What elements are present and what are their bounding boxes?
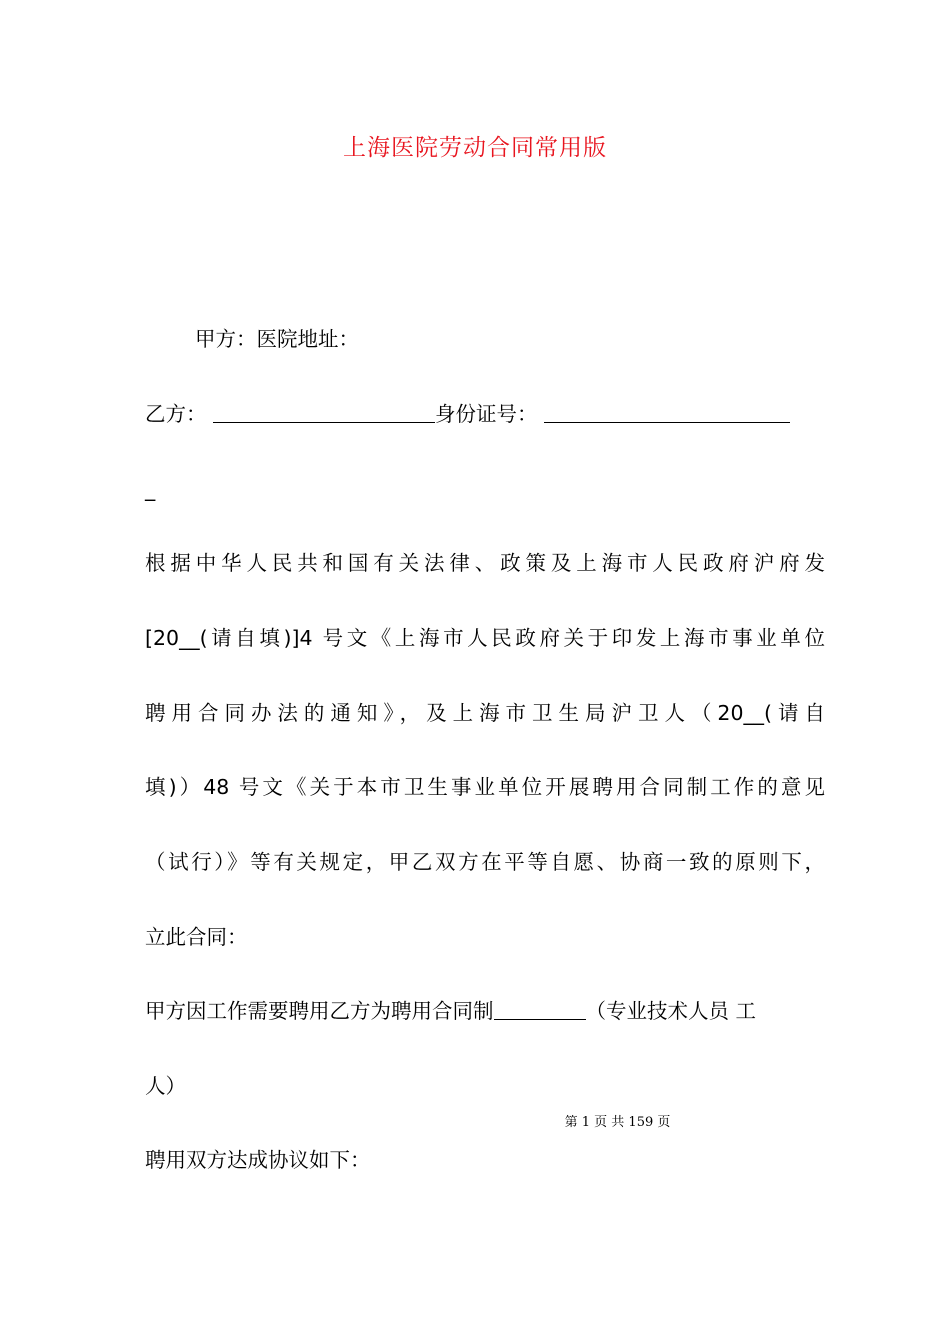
hire-line-suffix: （专业技术人员 工 bbox=[585, 999, 757, 1023]
party-b-blank bbox=[213, 400, 435, 423]
agreement-line: 聘用双方达成协议如下： bbox=[145, 1148, 371, 1172]
party-b-label: 乙方： bbox=[145, 402, 207, 426]
id-number-blank bbox=[544, 400, 790, 423]
dash-line: _ bbox=[145, 477, 156, 501]
party-b-line bbox=[145, 399, 825, 429]
basis-line-6: 立此合同： bbox=[145, 925, 248, 949]
hire-line-prefix: 甲方因工作需要聘用乙方为聘用合同制 bbox=[145, 999, 494, 1023]
hire-line bbox=[145, 996, 825, 1026]
document-title: 上海医院劳动合同常用版 bbox=[343, 135, 607, 161]
basis-line-1: 根据中华人民共和国有关法律、政策及上海市人民政府沪府发 bbox=[145, 551, 825, 575]
party-a-line: 甲方：医院地址： bbox=[195, 327, 359, 351]
basis-line-2: [20__(请自填)]4 号文《上海市人民政府关于印发上海市事业单位 bbox=[145, 626, 825, 650]
page-number: 第 1 页 共 159 页 bbox=[564, 1115, 671, 1130]
basis-line-4: 填)）48 号文《关于本市卫生事业单位开展聘用合同制工作的意见 bbox=[145, 775, 825, 799]
hire-line-end: 人） bbox=[145, 1074, 186, 1098]
id-number-label: 身份证号： bbox=[435, 402, 538, 426]
position-blank bbox=[494, 997, 586, 1020]
basis-line-5: （试行）》等有关规定，甲乙双方在平等自愿、协商一致的原则下， bbox=[145, 850, 825, 874]
basis-line-3: 聘用合同办法的通知》，及上海市卫生局沪卫人（20__(请自 bbox=[145, 701, 825, 725]
